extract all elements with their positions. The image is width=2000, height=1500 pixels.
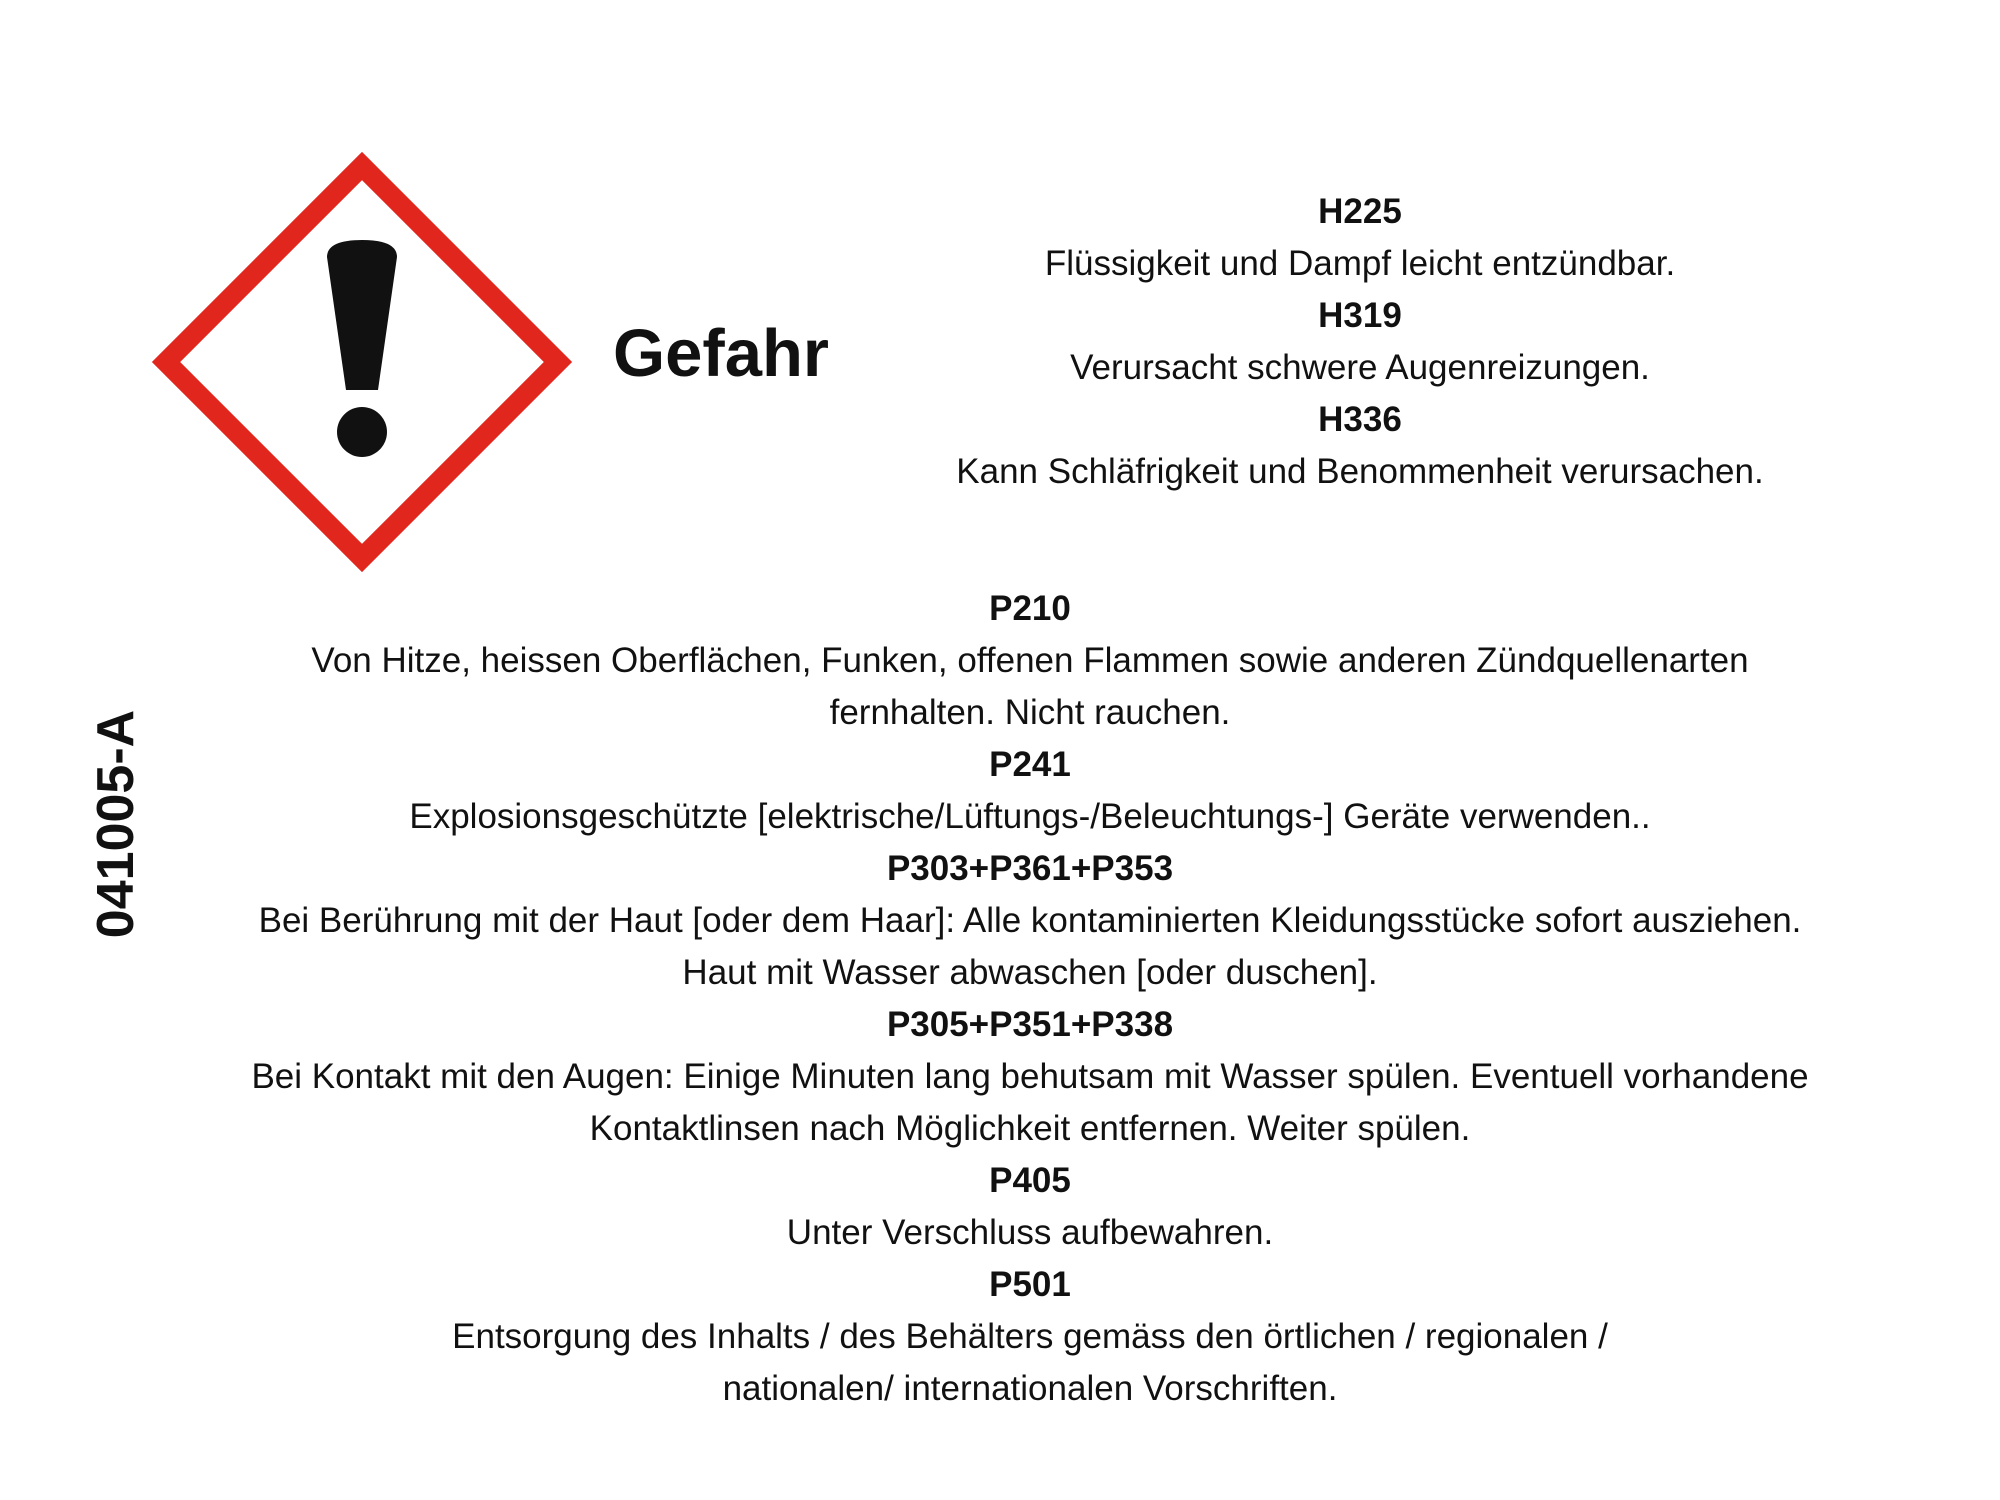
hazard-text: Verursacht schwere Augenreizungen. <box>1070 348 1650 387</box>
hazard-text: Flüssigkeit und Dampf leicht entzündbar. <box>1044 244 1676 283</box>
hazard-code: H225 <box>1318 192 1402 231</box>
precaution-code: P241 <box>989 745 1071 784</box>
precaution-text: Bei Kontakt mit den Augen: Einige Minuten lang behutsam mit Wasser spülen. Eventuell vorhandene <box>251 1057 1809 1096</box>
precaution-text: nationalen/ internationalen Vorschriften. <box>722 1369 1338 1408</box>
precaution-code: P305+P351+P338 <box>886 1005 1174 1044</box>
precaution-code: P405 <box>989 1161 1071 1200</box>
precaution-text: Entsorgung des Inhalts / des Behälters gemäss den örtlichen / regionalen / <box>452 1317 1608 1356</box>
hazard-statements <box>880 186 1840 498</box>
hazard-diamond-icon <box>152 152 572 572</box>
precaution-text: Explosionsgeschützte [elektrische/Lüftungs-/Beleuchtungs-] Geräte verwenden.. <box>409 797 1651 836</box>
signal-word: Gefahr <box>613 316 829 391</box>
precaution-code: P501 <box>989 1265 1071 1304</box>
precaution-text: fernhalten. Nicht rauchen. <box>829 693 1231 732</box>
hazard-code: H319 <box>1318 296 1402 335</box>
precaution-text: Haut mit Wasser abwaschen [oder duschen]. <box>682 953 1378 992</box>
precautionary-statements <box>190 583 1870 1415</box>
precaution-text: Kontaktlinsen nach Möglichkeit entfernen. Weiter spülen. <box>589 1109 1471 1148</box>
precaution-code: P303+P361+P353 <box>886 849 1174 888</box>
precaution-text: Von Hitze, heissen Oberflächen, Funken, offenen Flammen sowie anderen Zündquellenarten <box>311 641 1749 680</box>
hazard-code: H336 <box>1318 400 1402 439</box>
hazard-text: Kann Schläfrigkeit und Benommenheit verursachen. <box>956 452 1764 491</box>
ghs07-exclamation-mark-icon <box>152 152 572 572</box>
precaution-text: Unter Verschluss aufbewahren. <box>786 1213 1274 1252</box>
precaution-text: Bei Berührung mit der Haut [oder dem Haar]: Alle kontaminierten Kleidungsstücke sofort ausziehen. <box>258 901 1802 940</box>
precaution-code: P210 <box>989 589 1071 628</box>
exclamation-dot <box>337 407 387 457</box>
product-id: 041005-A <box>87 709 145 939</box>
